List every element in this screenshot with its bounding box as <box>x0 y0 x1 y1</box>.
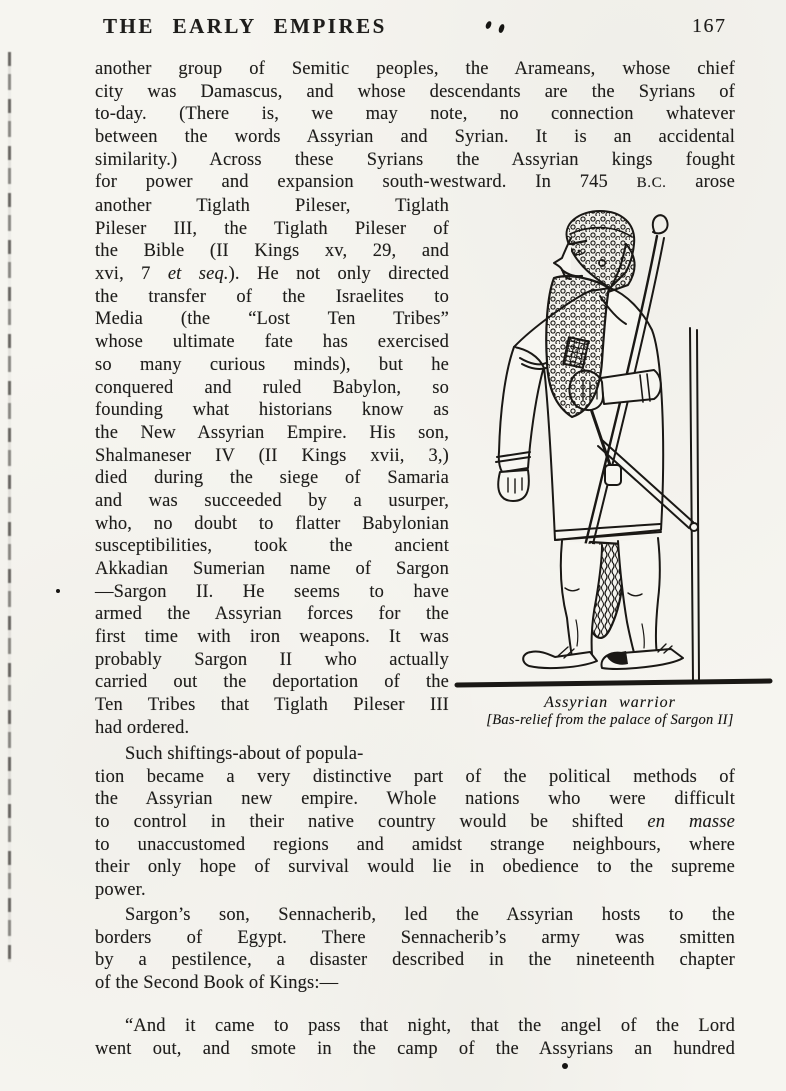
text-line: the Bible (II Kings xv, 29, and <box>95 241 449 262</box>
text-line: the Assyrian new empire. Whole nations who were difficult <box>95 789 735 810</box>
text-line: —Sargon II. He seems to have <box>95 581 449 602</box>
text-line: power. <box>95 880 146 901</box>
text-line: and was succeeded by a usurper, <box>95 490 449 511</box>
text-line: their only hope of survival would lie in obedience to the supreme <box>95 857 735 878</box>
text-line: Ten Tribes that Tiglath Pileser III <box>95 695 449 716</box>
text-line: who, no doubt to flatter Babylonian <box>95 513 449 534</box>
page-number: 167 <box>692 15 727 37</box>
text-line: conquered and ruled Babylon, so <box>95 377 449 398</box>
text-segment: for power and expansion south-westward. In 745 <box>95 172 637 193</box>
body-paragraph-3 <box>95 904 735 995</box>
ink-speck <box>562 1063 568 1069</box>
text-line: whose ultimate fate has exercised <box>95 332 449 353</box>
text-line: founding what historians know as <box>95 400 449 421</box>
text-line: “And it came to pass that night, that the angel of the Lord <box>125 1016 735 1036</box>
text-line: so many curious minds), but he <box>95 354 449 375</box>
text-line: probably Sargon II who actually <box>95 649 449 670</box>
figure-caption-title: Assyrian warrior <box>544 694 676 711</box>
text-line: between the words Assyrian and Syrian. It is an accidental <box>95 127 735 148</box>
text-line: first time with iron weapons. It was <box>95 627 449 648</box>
text-line: tion became a very distinctive part of the political methods of <box>95 766 735 787</box>
text-line: the New Assyrian Empire. His son, <box>95 422 449 443</box>
ink-speck <box>485 20 492 29</box>
text-line <box>95 263 449 286</box>
text-line: by a pestilence, a disaster described in the nineteenth chapter <box>95 950 735 971</box>
ink-speck <box>498 24 505 34</box>
text-segment: to control in their native country would be shifted <box>95 812 648 833</box>
text-line: Sargon’s son, Sennacherib, led the Assyrian hosts to the <box>125 905 735 925</box>
binding-edge-artifact <box>8 52 11 962</box>
italic-phrase: et seq. <box>167 264 229 285</box>
ink-speck <box>56 589 60 593</box>
text-line: Pileser III, the Tiglath Pileser of <box>95 218 449 239</box>
text-segment: ). He not only directed <box>228 264 449 285</box>
text-line: similarity.) Across these Syrians the Assyrian kings fought <box>95 149 735 170</box>
text-line: the transfer of the Israelites to <box>95 286 449 307</box>
text-line: carried out the deportation of the <box>95 672 449 693</box>
body-paragraph-2 <box>95 743 735 902</box>
text-line: Media (the “Lost Ten Tribes” <box>95 309 449 330</box>
figure-caption-source: [Bas-relief from the palace of Sargon II] <box>486 712 734 728</box>
text-line: went out, and smote in the camp of the Assyrians an hundred <box>95 1038 735 1059</box>
text-segment: arose <box>666 172 735 193</box>
body-paragraph-1 <box>95 58 735 194</box>
text-line: Akkadian Sumerian name of Sargon <box>95 559 449 579</box>
text-line: had ordered. <box>95 717 190 738</box>
text-line: Such shiftings-about of popula- <box>125 744 364 764</box>
text-line: to-day. (There is, we may note, no connection whatever <box>95 104 735 125</box>
text-column <box>95 195 449 740</box>
text-line <box>95 811 735 834</box>
italic-phrase: en masse <box>647 812 735 833</box>
text-line: susceptibilities, took the ancient <box>95 536 449 557</box>
text-line: another Tiglath Pileser, Tiglath <box>95 196 449 216</box>
text-line: to unaccustomed regions and amidst strange neighbours, where <box>95 834 735 855</box>
text-line: armed the Assyrian forces for the <box>95 604 449 625</box>
running-title: THE EARLY EMPIRES <box>103 14 387 38</box>
text-line: borders of Egypt. There Sennacherib’s army was smitten <box>95 927 735 948</box>
text-line: Shalmaneser IV (II Kings xvii, 3,) <box>95 445 449 466</box>
text-line: city was Damascus, and whose descendants are the Syrians of <box>95 81 735 102</box>
text-line: another group of Semitic peoples, the Arameans, whose chief <box>95 59 735 79</box>
text-line: died during the siege of Samaria <box>95 468 449 489</box>
scripture-quote <box>95 1015 735 1060</box>
smallcaps-bc: B.C. <box>636 174 667 192</box>
text-segment: xvi, 7 <box>95 264 168 285</box>
assyrian-warrior-illustration <box>450 200 776 690</box>
text-line: of the Second Book of Kings:— <box>95 973 339 994</box>
text-line <box>95 171 735 194</box>
